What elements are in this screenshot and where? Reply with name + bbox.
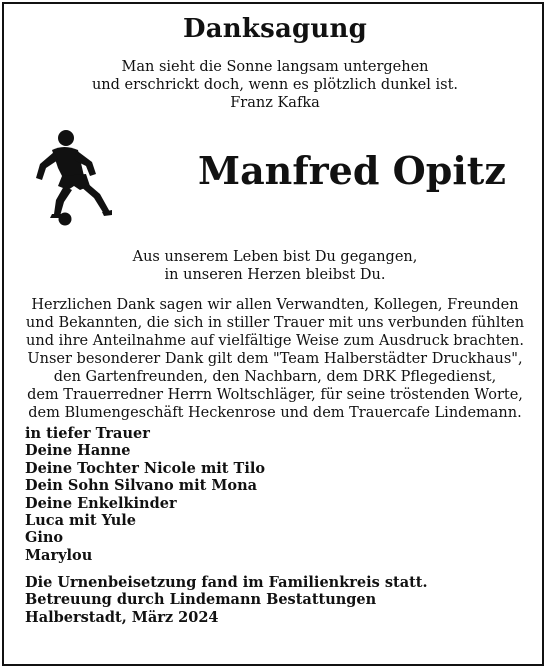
closing-line: Die Urnenbeisetzung fand im Familienkreis statt.	[25, 574, 428, 591]
quote-line: Man sieht die Sonne langsam untergehen	[121, 59, 429, 75]
mourner-line: Dein Sohn Silvano mit Mona	[25, 477, 257, 495]
quote-author: Franz Kafka	[230, 95, 320, 111]
thanks-line: dem Trauerredner Herrn Woltschläger, für seine tröstenden Worte,	[27, 387, 523, 403]
mourner-line: Luca mit Yule	[25, 512, 136, 530]
thanks-line: dem Blumengeschäft Heckenrose und dem Trauercafe Lindemann.	[28, 405, 522, 421]
mourner-line: Deine Tochter Nicole mit Tilo	[25, 459, 266, 477]
mourner-line: Marylou	[25, 546, 93, 564]
mourners-list	[25, 425, 265, 564]
mourner-line: Deine Enkelkinder	[25, 494, 177, 512]
verse-line: Aus unserem Leben bist Du gegangen,	[132, 249, 418, 265]
quote-block	[0, 58, 550, 112]
verse-block	[0, 248, 550, 284]
mourner-line: Gino	[25, 529, 64, 547]
thanks-line: Unser besonderer Dank gilt dem "Team Halberstädter Druckhaus",	[27, 351, 523, 367]
thanks-paragraph	[0, 296, 550, 422]
closing-block	[25, 574, 428, 626]
deceased-name: Manfred Opitz	[198, 148, 506, 193]
footballer-silhouette-icon	[34, 128, 112, 226]
thanks-line: den Gartenfreunden, den Nachbarn, dem DRK Pflegedienst,	[53, 369, 497, 385]
closing-line: Betreuung durch Lindemann Bestattungen	[25, 591, 377, 609]
mourner-line: in tiefer Trauer	[25, 425, 150, 442]
closing-line: Halberstadt, März 2024	[25, 608, 219, 626]
notice-heading: Danksagung	[183, 14, 367, 44]
thanks-line: und ihre Anteilnahme auf vielfältige Weise zum Ausdruck brachten.	[26, 333, 524, 349]
verse-line: in unseren Herzen bleibst Du.	[164, 267, 386, 283]
quote-line: und erschrickt doch, wenn es plötzlich dunkel ist.	[91, 77, 459, 93]
thanks-line: und Bekannten, die sich in stiller Trauer mit uns verbunden fühlten	[25, 315, 525, 331]
mourner-line: Deine Hanne	[25, 442, 131, 460]
thanks-line: Herzlichen Dank sagen wir allen Verwandten, Kollegen, Freunden	[31, 297, 519, 313]
